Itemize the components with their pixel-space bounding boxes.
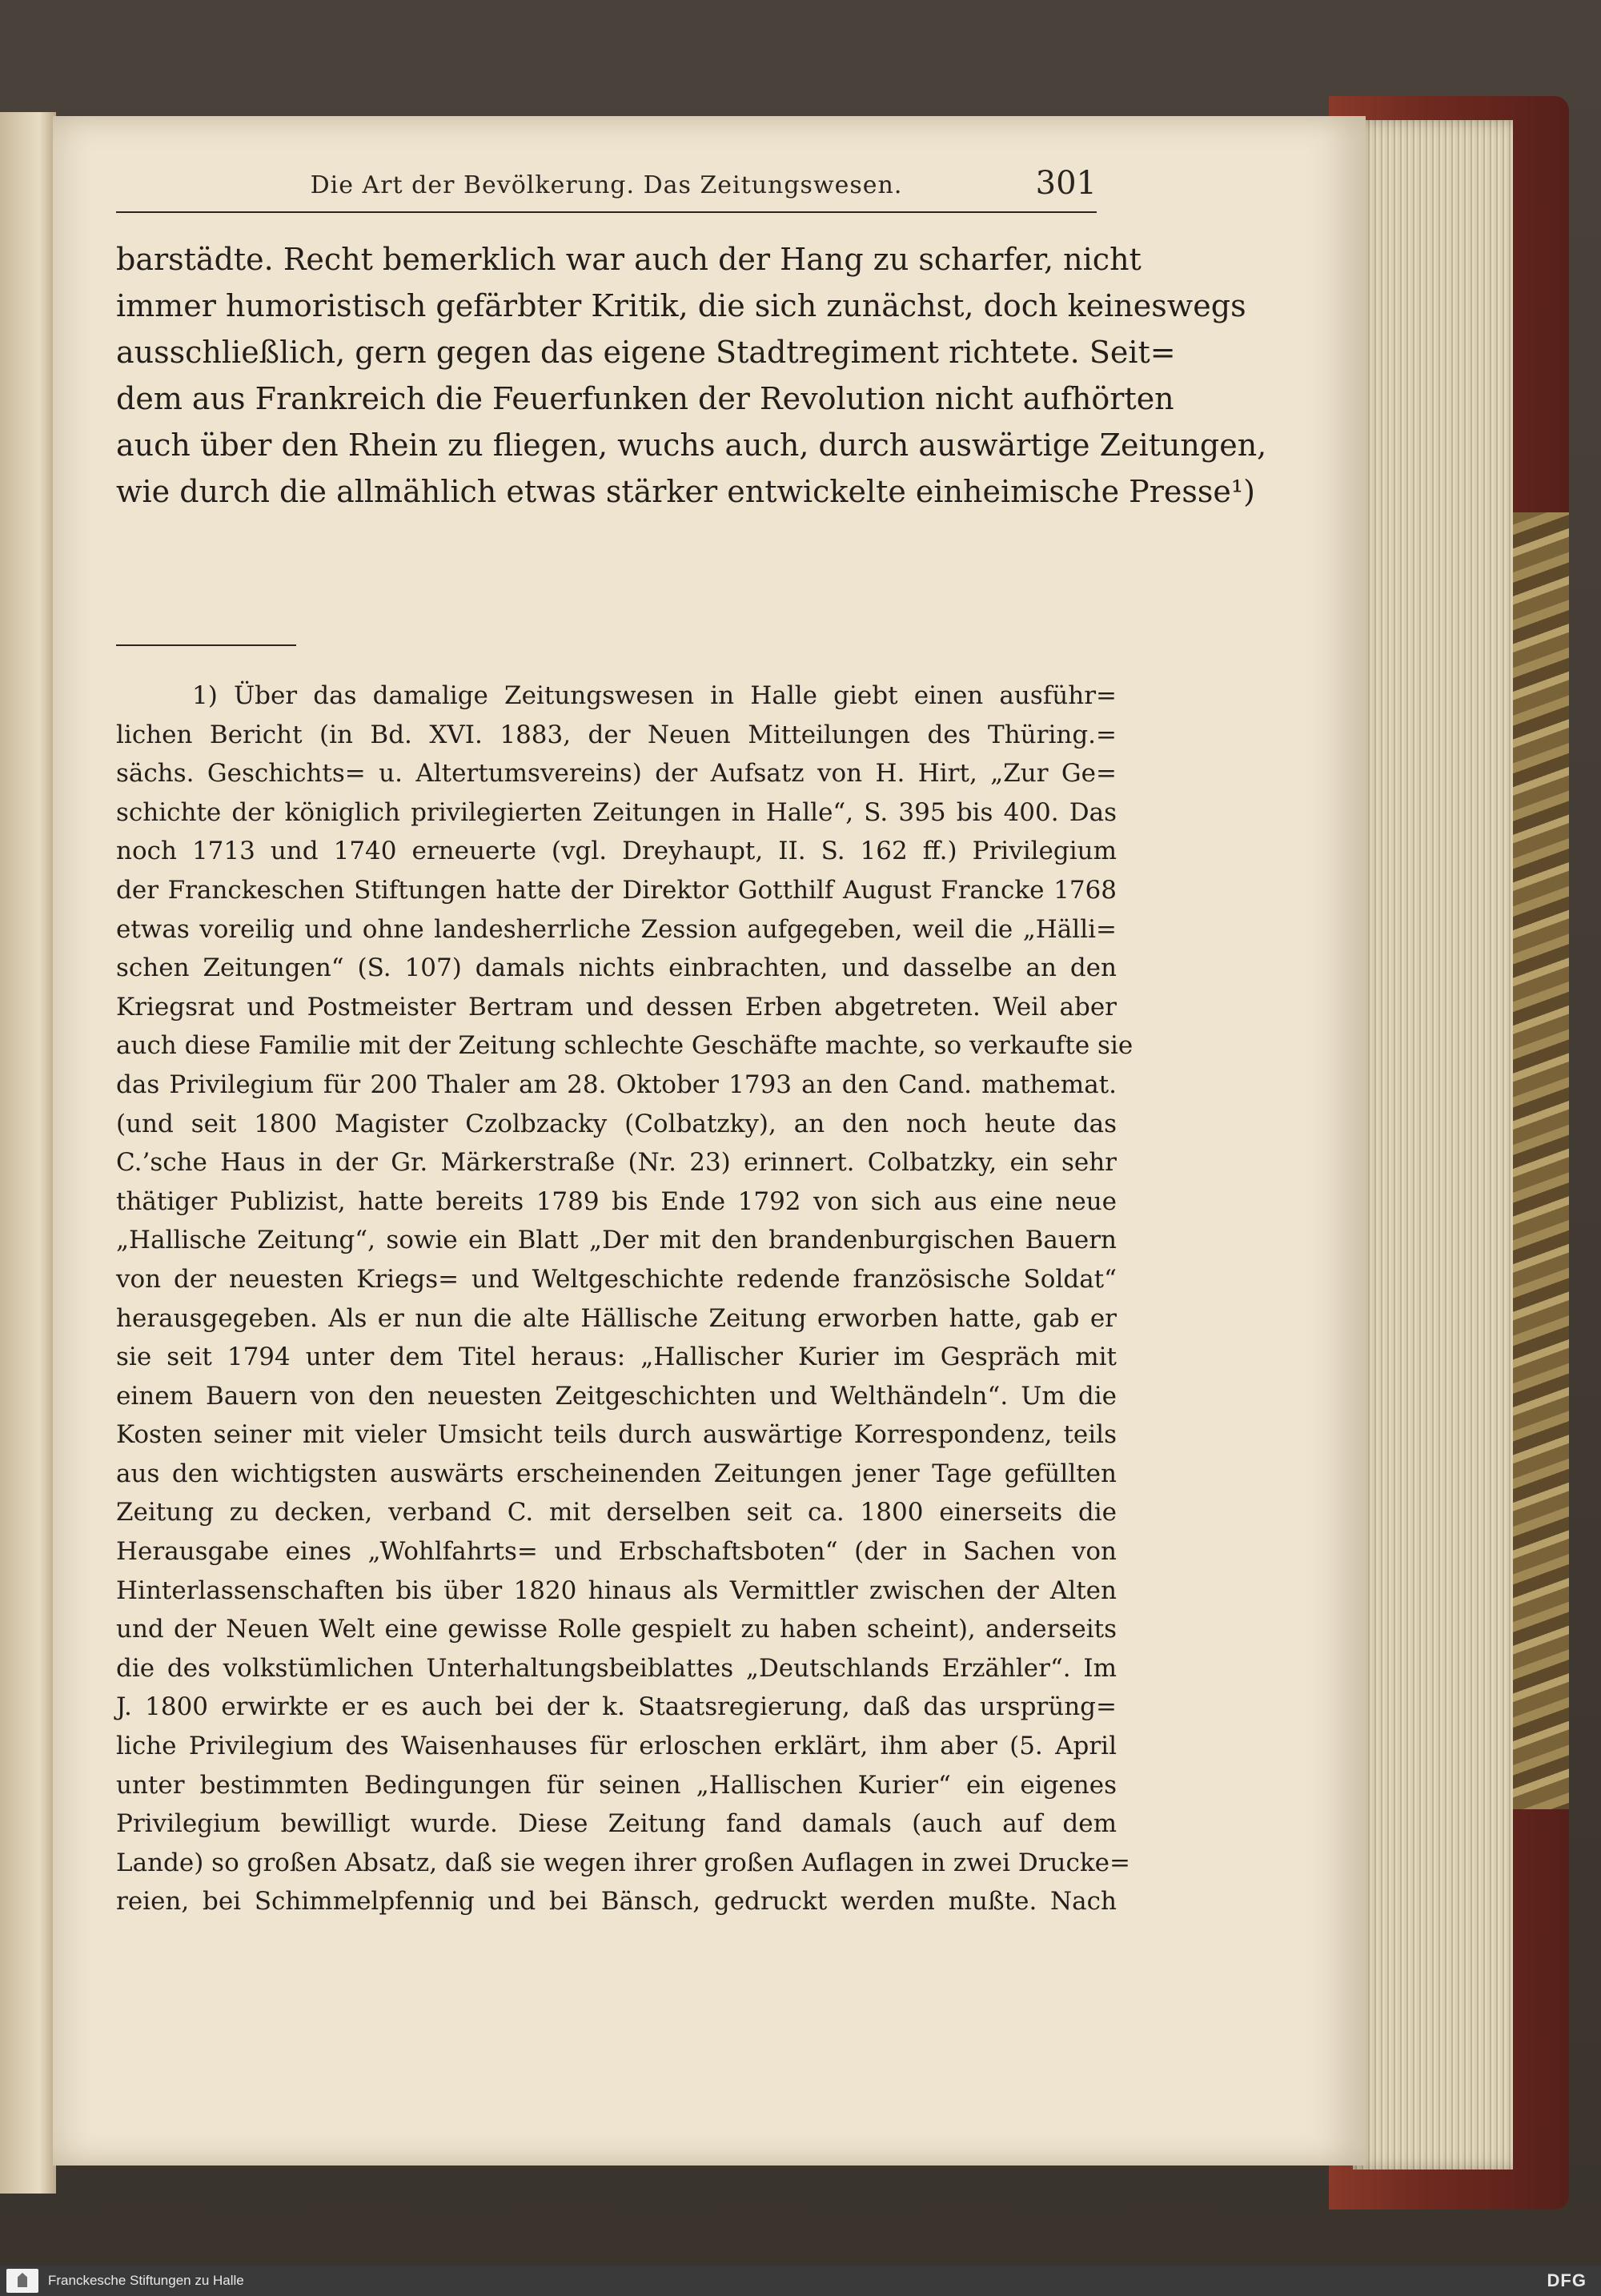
footnote-line: lichen Bericht (in Bd. XVI. 1883, der Neuen Mitteilungen des Thüring.= <box>116 720 1117 749</box>
footnote-line: Kosten seiner mit vieler Umsicht teils durch auswärtige Korrespondenz, teils <box>116 1420 1117 1450</box>
body-line: wie durch die allmählich etwas stärker entwickelte einheimische Presse¹) <box>116 474 1255 509</box>
footnote-line: herausgegeben. Als er nun die alte Hällische Zeitung erworben hatte, gab er <box>116 1303 1117 1333</box>
footnote-line: aus den wichtigsten auswärts erscheinenden Zeitungen jener Tage gefüllten <box>116 1459 1117 1488</box>
institution-logo-icon <box>6 2269 38 2293</box>
body-line: immer humoristisch gefärbter Kritik, die sich zunächst, doch keineswegs <box>116 288 1246 323</box>
footnote-line: (und seit 1800 Magister Czolbzacky (Colbatzky), an den noch heute das <box>116 1109 1117 1138</box>
body-line: ausschließlich, gern gegen das eigene Stadtregiment richtete. Seit= <box>116 335 1176 370</box>
body-line: dem aus Frankreich die Feuerfunken der Revolution nicht aufhörten <box>116 381 1174 416</box>
footnote-line: etwas voreilig und ohne landesherrliche Zession aufgegeben, weil die „Hälli= <box>116 914 1117 944</box>
footnote-line: sächs. Geschichts= u. Altertumsvereins) der Aufsatz von H. Hirt, „Zur Ge= <box>116 759 1117 789</box>
footnote-line: einem Bauern von den neuesten Zeitgeschichten und Welthändeln“. Um die <box>116 1381 1117 1411</box>
footnote-block <box>116 676 1134 1921</box>
footnote-line: Zeitung zu decken, verband C. mit derselben seit ca. 1800 einerseits die <box>116 1498 1117 1527</box>
footnote-line: „Hallische Zeitung“, sowie ein Blatt „Der mit den brandenburgischen Bauern <box>116 1226 1117 1255</box>
footnote-line: noch 1713 und 1740 erneuerte (vgl. Dreyhaupt, II. S. 162 ff.) Privilegium <box>116 837 1117 866</box>
footnote-line: auch diese Familie mit der Zeitung schlechte Geschäfte machte, so verkaufte sie <box>116 1031 1134 1061</box>
page-header <box>116 160 1097 213</box>
footnote-line: C.’sche Haus in der Gr. Märkerstraße (Nr. 23) erinnert. Colbatzky, ein sehr <box>116 1148 1117 1178</box>
footnote-line: der Franckeschen Stiftungen hatte der Direktor Gotthilf August Francke 1768 <box>116 875 1117 905</box>
footnote-line: liche Privilegium des Waisenhauses für erloschen erklärt, ihm aber (5. April <box>116 1732 1117 1761</box>
dfg-logo: DFG <box>1547 2270 1587 2290</box>
body-line: barstädte. Recht bemerklich war auch der Hang zu scharfer, nicht <box>116 242 1142 277</box>
footnote-line: sie seit 1794 unter dem Titel heraus: „Hallischer Kurier im Gespräch mit <box>116 1343 1117 1372</box>
page-stack-edges <box>1353 120 1513 2170</box>
institution-name: Franckesche Stiftungen zu Halle <box>48 2273 244 2288</box>
running-title: Die Art der Bevölkerung. Das Zeitungswesen. <box>310 171 903 199</box>
footnote-line: 1) Über das damalige Zeitungswesen in Halle giebt einen ausführ= <box>192 681 1117 710</box>
footnote-line: Hinterlassenschaften bis über 1820 hinaus als Vermittler zwischen der Alten <box>116 1575 1117 1605</box>
footnote-line: J. 1800 erwirkte er es auch bei der k. Staatsregierung, daß das ursprüng= <box>116 1692 1117 1722</box>
page-number: 301 <box>1035 165 1097 202</box>
footnote-line: unter bestimmten Bedingungen für seinen „Hallischen Kurier“ ein eigenes <box>116 1770 1117 1800</box>
footnote-line: Privilegium bewilligt wurde. Diese Zeitung fand damals (auch auf dem <box>116 1809 1117 1839</box>
footnote-line: Herausgabe eines „Wohlfahrts= und Erbschaftsboten“ (der in Sachen von <box>116 1537 1117 1567</box>
footnote-line: das Privilegium für 200 Thaler am 28. Oktober 1793 an den Cand. mathemat. <box>116 1070 1117 1099</box>
footnote-line: und der Neuen Welt eine gewisse Rolle gespielt zu haben scheint), anderseits <box>116 1615 1117 1644</box>
footnote-line: von der neuesten Kriegs= und Weltgeschichte redende französische Soldat“ <box>116 1264 1117 1294</box>
footnote-line: die des volkstümlichen Unterhaltungsbeiblattes „Deutschlands Erzähler“. Im <box>116 1653 1117 1683</box>
body-line: auch über den Rhein zu fliegen, wuchs auch, durch auswärtige Zeitungen, <box>116 427 1267 463</box>
footnote-line: schen Zeitungen“ (S. 107) damals nichts einbrachten, und dasselbe an den <box>116 953 1117 983</box>
footnote-line: schichte der königlich privilegierten Zeitungen in Halle“, S. 395 bis 400. Das <box>116 797 1117 827</box>
footnote-line: reien, bei Schimmelpfennig und bei Bänsch, gedruckt werden mußte. Nach <box>116 1887 1117 1917</box>
body-text <box>116 236 1267 515</box>
left-page-edge <box>0 112 56 2194</box>
footnote-line: Lande) so großen Absatz, daß sie wegen ihrer großen Auflagen in zwei Drucke= <box>116 1848 1130 1877</box>
footnote-rule <box>116 644 296 646</box>
viewer-footer-bar <box>0 2266 1601 2296</box>
footnote-line: thätiger Publizist, hatte bereits 1789 bis Ende 1792 von sich aus eine neue <box>116 1186 1117 1216</box>
marbled-edge <box>1505 512 1569 1809</box>
footnote-line: Kriegsrat und Postmeister Bertram und dessen Erben abgetreten. Weil aber <box>116 992 1117 1022</box>
